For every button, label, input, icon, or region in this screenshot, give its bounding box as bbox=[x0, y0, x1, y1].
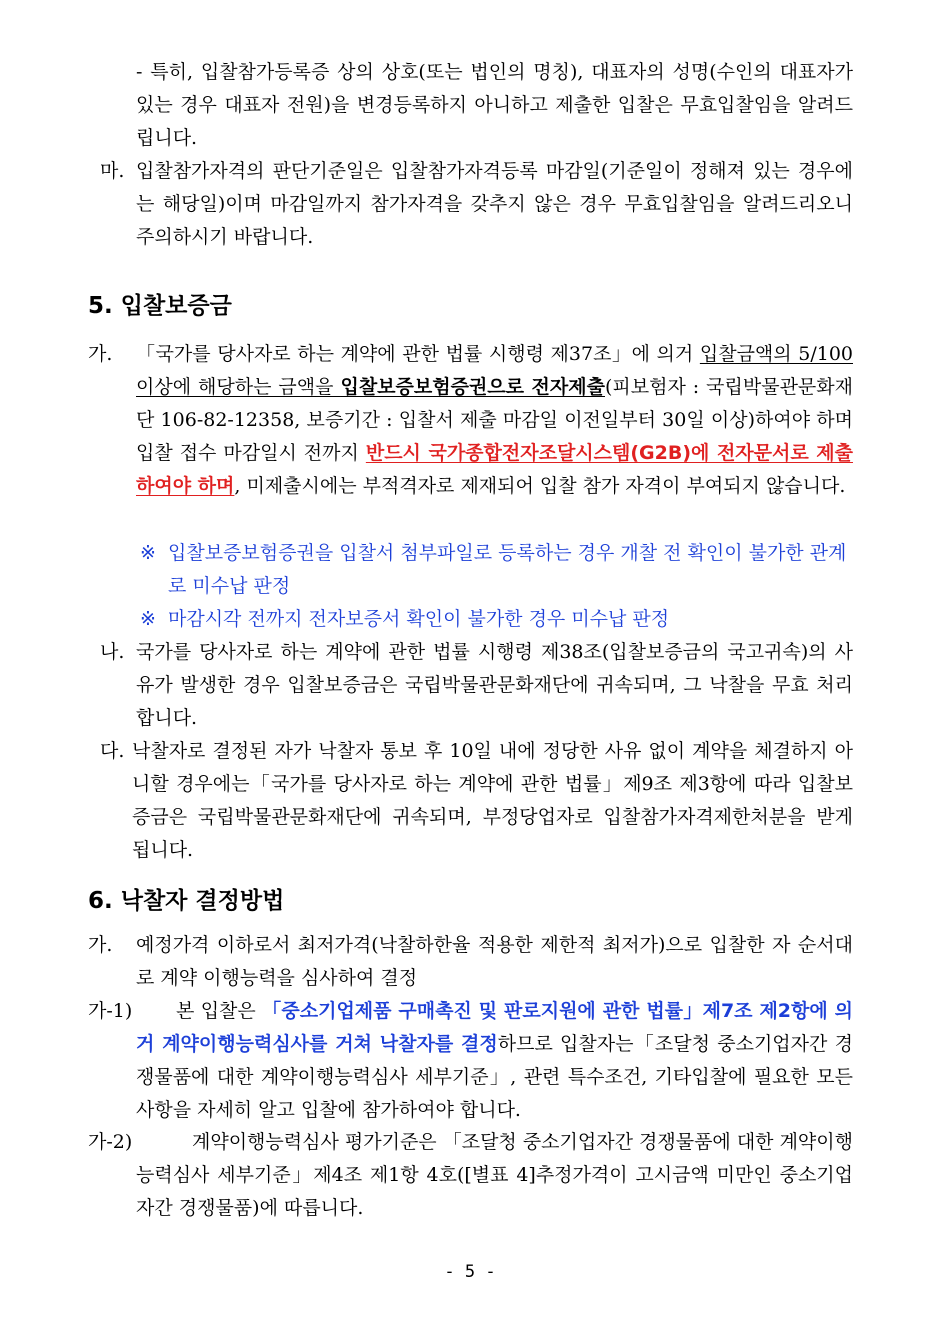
item-marker: 가-1) bbox=[88, 1000, 133, 1022]
item-marker: 가-2) bbox=[88, 1131, 133, 1153]
item-marker: 마. bbox=[100, 160, 125, 182]
page-number: - 5 - bbox=[444, 1262, 496, 1282]
item-marker: 가. bbox=[88, 934, 113, 956]
paragraph-5-na: 나. 국가를 당사자로 하는 계약에 관한 법률 시행령 제38조(입찰보증금의 국고귀속)의 사유가 발생한 경우 입찰보증금은 국립박물관문화재단에 귀속되며, 그 낙찰을 무효 처리합니다. bbox=[136, 636, 853, 735]
item-marker: 다. bbox=[100, 740, 125, 762]
paragraph-5-da: 다. 낙찰자로 결정된 자가 낙찰자 통보 후 10일 내에 정당한 사유 없이 계약을 체결하지 아니할 경우에는「국가를 당사자로 하는 계약에 관한 법률」제9조 제3항에 따라 입찰보증금은 국립박물관문화재단에 귀속되며, 부정당업자로 입찰참가자격제한처분을 받게 됩니다. bbox=[132, 735, 853, 867]
note-2: ※ 마감시각 전까지 전자보증서 확인이 불가한 경우 미수납 판정 bbox=[140, 603, 853, 636]
reference-mark-icon: ※ bbox=[140, 608, 156, 630]
note-1: ※ 입찰보증보험증권을 입찰서 첨부파일로 등록하는 경우 개찰 전 확인이 불가한 관계로 미수납 판정 bbox=[140, 537, 853, 603]
paragraph-5-ga: 가. 「국가를 당사자로 하는 계약에 관한 법률 시행령 제37조」에 의거 입찰금액의 5/100이상에 해당하는 금액을 입찰보증보험증권으로 전자제출(피보험자 : 국립박물관문화재단 106-82-12358, 보증기간 : 입찰서 제출 마감일 이전일부터 30일 이상)하여야 하며 입찰 접수 마감일시 전까지 반드시 국가종합전자조달시스템(G2B)에 전자문서로 제출하여야 하며, 미제출시에는 부적격자로 제재되어 입찰 참가 자격이 부여되지 않습니다. bbox=[136, 338, 853, 503]
paragraph-6-ga: 가. 예정가격 이하로서 최저가격(낙찰하한율 적용한 제한적 최저가)으로 입찰한 자 순서대로 계약 이행능력을 심사하여 결정 bbox=[136, 929, 853, 995]
reference-mark-icon: ※ bbox=[140, 542, 156, 564]
section-heading-6: 6. 낙찰자 결정방법 bbox=[88, 888, 285, 914]
section-heading-5: 5. 입찰보증금 bbox=[88, 293, 232, 319]
paragraph-6-ga-2: 가-2) 계약이행능력심사 평가기준은 「조달청 중소기업자간 경쟁물품에 대한 계약이행능력심사 세부기준」제4조 제1항 4호([별표 4]추정가격이 고시금액 미만인 중소기업자간 경쟁물품)에 따릅니다. bbox=[136, 1126, 853, 1225]
paragraph-special-note: - 특히, 입찰참가등록증 상의 상호(또는 법인의 명칭), 대표자의 성명(수인의 대표자가 있는 경우 대표자 전원)을 변경등록하지 아니하고 제출한 입찰은 무효입찰임을 알려드립니다. bbox=[136, 61, 853, 149]
paragraph-6-ga-1: 가-1) 본 입찰은 「중소기업제품 구매촉진 및 판로지원에 관한 법률」제7조 제2항에 의거 계약이행능력심사를 거쳐 낙찰자를 결정하므로 입찰자는「조달청 중소기업자간 경쟁물품에 대한 계약이행능력심사 세부기준」, 관련 특수조건, 기타입찰에 필요한 모든 사항을 자세히 알고 입찰에 참가하여야 합니다. bbox=[136, 995, 853, 1127]
item-marker: 나. bbox=[100, 641, 125, 663]
item-marker: 가. bbox=[88, 343, 113, 365]
paragraph-ma: 마. 입찰참가자격의 판단기준일은 입찰참가자격등록 마감일(기준일이 정해져 있는 경우에는 해당일)이며 마감일까지 참가자격을 갖추지 않은 경우 무효입찰임을 알려드리오니 주의하시기 바랍니다. bbox=[136, 155, 853, 254]
